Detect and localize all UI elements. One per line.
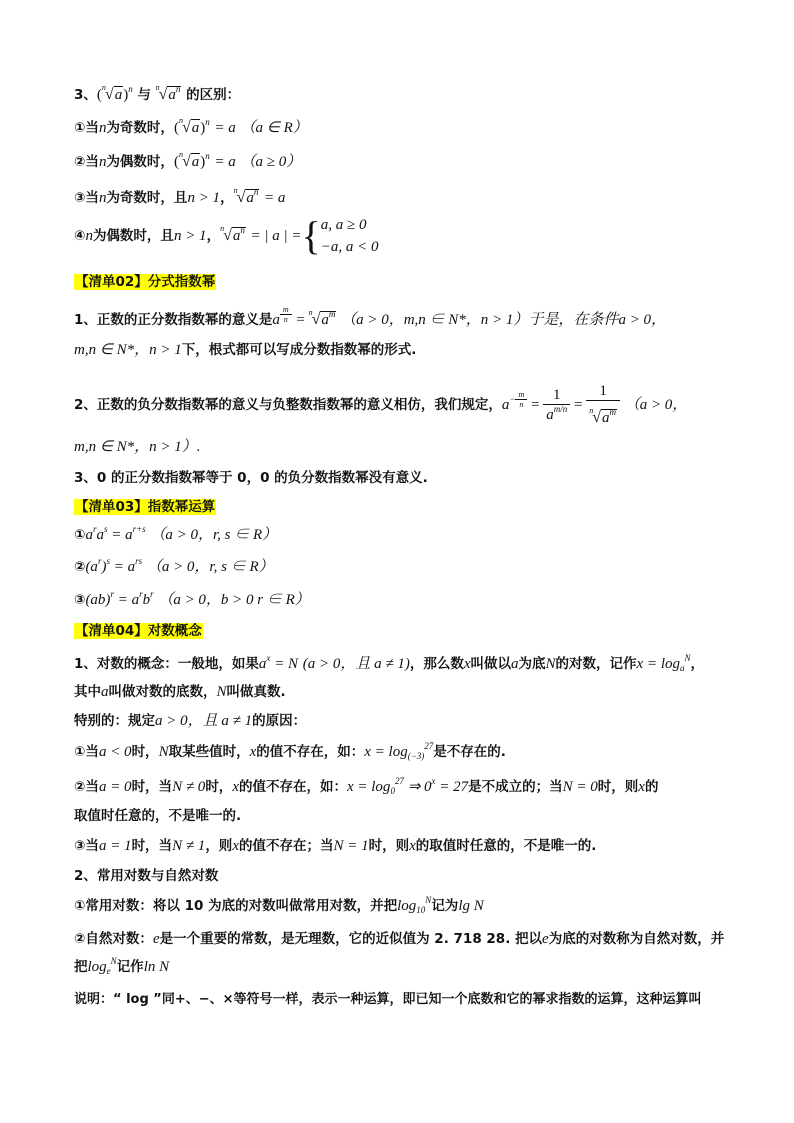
heading-list03: 【清单03】指数幂运算 xyxy=(75,499,216,515)
heading-list04: 【清单04】对数概念 xyxy=(75,623,202,639)
frac-p2: 2、正数的负分数指数幂的意义与负整数指数幂的意义相仿，我们规定，$a^{- \frac{m}{n}}$ = $\frac{1}{a^{m/n}}$ = $\frac{1}{^n√a^m}$ （a > 0， xyxy=(74,383,688,426)
common-log-title: 2、常用对数与自然对数 xyxy=(74,868,219,884)
rule-product: $①a^ra^s = a^{r+s}$ （a > 0，r, s ∈ R） xyxy=(74,524,278,543)
special-case-2: ②当a = 0时，当N ≠ 0时，x的值不存在，如：$x = \log_0^{27}$ ⇒ $0^x = 27$是不成立的；当N = 0时，则x的 xyxy=(74,776,659,796)
rule-product-power: ③(ab)$^r$ = $a^rb^r$ （a > 0，b > 0 r ∈ R） xyxy=(74,589,310,608)
special-case-3: ③当a = 1时，当N ≠ 1，则x的值不存在；当N = 1时，则x的取值时任意的，不是唯一的. xyxy=(74,838,597,854)
rule-power: $②(a^r)^s = a^{rs}$ （a > 0，r, s ∈ R） xyxy=(74,556,274,575)
log-def: 1、对数的概念：一般地，如果$a^x = N$ (a > 0，且 a ≠ 1)，那么数x叫做以a为底N的对数，记作$x = \log_a^N$， xyxy=(74,653,705,673)
piecewise-cases: a, a ≥ 0 −a, a < 0 xyxy=(320,217,379,255)
frac-p1-line2: m,n ∈ N*，n > 1下，根式都可以写成分数指数幂的形式. xyxy=(74,342,417,358)
common-log: ①常用对数：将以 10 为底的对数叫做常用对数，并把$\log_{10}^N$记为lg N xyxy=(74,895,484,915)
case-odd: ①当n为奇数时，$(^n√a)^n = a$ （a ∈ R） xyxy=(74,116,308,136)
natural-log: ②自然对数：e是一个重要的常数，是无理数，它的近似值为 2. 718 28. 把以e为底的对数称为自然对数，并 xyxy=(74,931,725,947)
special-rule: 特别的：规定a > 0，且 a ≠ 1的原因： xyxy=(74,713,307,729)
heading-list02: 【清单02】分式指数幂 xyxy=(75,274,216,290)
frac-p3: 3、0 的正分数指数幂等于 0，0 的负分数指数幂没有意义. xyxy=(74,470,428,486)
natural-log-line2: 把$\log_e^N$记作ln N xyxy=(74,956,170,976)
special-case-2-line2: 取值时任意的，不是唯一的. xyxy=(74,808,242,824)
special-case-1: ①当a < 0时，N取某些值时，x的值不存在，如：$x = \log_{(-3)}^{27}$是不存在的. xyxy=(74,741,506,761)
note: 说明：“ log ”同+、−、×等符号一样，表示一种运算，即已知一个底数和它的幂求指数的运算，这种运算叫 xyxy=(74,992,702,1007)
case-even-gt1: ④n为偶数时，且n > 1，$^n√a^n$ = | a | ={ a, a ≥ 0 −a, a < 0 xyxy=(74,213,379,258)
frac-p1: 1、正数的正分数指数幂的意义是a $^{\frac{m}{n}}$ = $^n√a^m$ （a > 0，m,n ∈ N*，n > 1）于是，在条件a > 0， xyxy=(74,304,667,328)
case-even: ②当n为偶数时，$(^n√a)^n = a$ （a ≥ 0） xyxy=(74,150,302,170)
log-def-line2: 其中a叫做对数的底数，N叫做真数. xyxy=(74,684,286,700)
frac-p2-line2: m,n ∈ N*，n > 1）. xyxy=(74,439,201,455)
section3-title: 3、$(^n√a)^n$ 与 $^n√a^n$ 的区别： xyxy=(74,83,241,103)
case-odd-gt1: ③当n为奇数时，且n > 1，$^n√a^n = a$ xyxy=(74,186,286,206)
